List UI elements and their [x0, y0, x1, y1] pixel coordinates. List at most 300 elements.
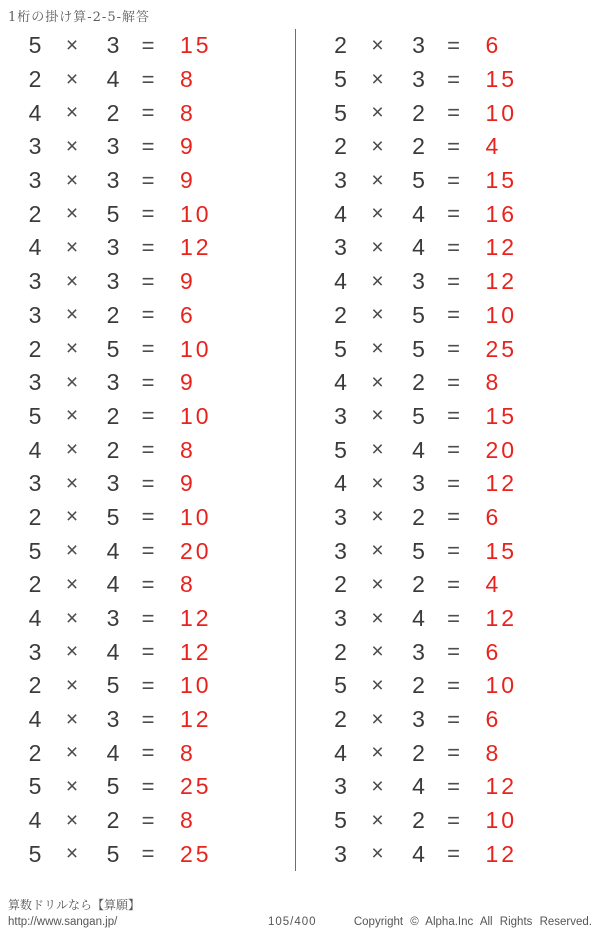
problem-row: [330, 602, 600, 636]
answer-value: 25: [485, 335, 518, 362]
operand-a: 4: [28, 234, 42, 261]
operand-a: 5: [334, 99, 347, 126]
operand-b: 2: [106, 301, 120, 328]
times-sign: ×: [371, 404, 384, 428]
operand-a: 3: [334, 234, 347, 261]
times-sign: ×: [65, 471, 79, 495]
times-sign: ×: [371, 673, 384, 697]
answer-value: 10: [180, 503, 212, 530]
times-sign: ×: [371, 505, 384, 529]
problem-row: [330, 332, 600, 366]
operand-b: 2: [106, 807, 120, 834]
problem-row: [330, 197, 600, 231]
problem-row: [24, 299, 295, 333]
operand-a: 3: [334, 537, 347, 564]
equals-sign: =: [141, 571, 155, 597]
operand-a: 4: [334, 739, 347, 766]
answer-value: 4: [485, 133, 502, 160]
operand-b: 2: [106, 436, 120, 463]
operand-a: 2: [334, 133, 347, 160]
operand-a: 2: [334, 301, 347, 328]
operand-b: 5: [412, 335, 425, 362]
operand-a: 2: [334, 32, 347, 59]
operand-a: 4: [334, 369, 347, 396]
times-sign: ×: [65, 404, 79, 428]
times-sign: ×: [371, 640, 384, 664]
answer-value: 15: [180, 32, 212, 59]
times-sign: ×: [371, 303, 384, 327]
operand-b: 4: [106, 739, 120, 766]
answer-value: 8: [180, 66, 196, 93]
answer-value: 9: [180, 470, 196, 497]
answer-value: 9: [180, 268, 196, 295]
operand-a: 3: [28, 167, 42, 194]
operand-a: 2: [334, 638, 347, 665]
problem-row: [330, 568, 600, 602]
operand-a: 2: [28, 200, 42, 227]
answer-value: 8: [485, 739, 502, 766]
equals-sign: =: [141, 706, 155, 732]
times-sign: ×: [371, 101, 384, 125]
answer-value: 12: [180, 706, 212, 733]
problem-row: [330, 299, 600, 333]
answer-value: 15: [485, 66, 518, 93]
operand-b: 3: [412, 470, 425, 497]
times-sign: ×: [65, 438, 79, 462]
equals-sign: =: [447, 437, 460, 463]
answer-value: 12: [180, 605, 212, 632]
equals-sign: =: [141, 672, 155, 698]
times-sign: ×: [65, 269, 79, 293]
operand-b: 3: [106, 133, 120, 160]
operand-b: 5: [412, 301, 425, 328]
problem-row: [330, 703, 600, 737]
answer-value: 12: [485, 605, 518, 632]
times-sign: ×: [371, 606, 384, 630]
times-sign: ×: [371, 235, 384, 259]
times-sign: ×: [65, 33, 79, 57]
equals-sign: =: [447, 740, 460, 766]
equals-sign: =: [447, 167, 460, 193]
operand-b: 4: [412, 605, 425, 632]
problem-row: [330, 265, 600, 299]
problem-row: [330, 433, 600, 467]
problem-row: [24, 231, 295, 265]
operand-b: 5: [412, 402, 425, 429]
operand-b: 2: [106, 402, 120, 429]
answer-value: 10: [485, 672, 518, 699]
answer-value: 10: [180, 672, 212, 699]
answer-value: 6: [485, 32, 502, 59]
problem-row: [24, 433, 295, 467]
problem-row: [330, 130, 600, 164]
copyright-text: Copyright © Alpha.Inc All Rights Reserved.: [353, 916, 592, 928]
equals-sign: =: [141, 100, 155, 126]
equals-sign: =: [447, 470, 460, 496]
problem-row: [330, 669, 600, 703]
operand-a: 4: [28, 436, 42, 463]
operand-a: 5: [334, 807, 347, 834]
problem-row: [24, 96, 295, 130]
answer-value: 10: [180, 402, 212, 429]
operand-b: 2: [106, 99, 120, 126]
equals-sign: =: [141, 807, 155, 833]
operand-b: 3: [106, 268, 120, 295]
answer-value: 9: [180, 167, 196, 194]
operand-a: 2: [28, 66, 42, 93]
footer-site-name: 算数ドリルなら【算願】: [8, 898, 141, 912]
answer-value: 4: [485, 571, 502, 598]
operand-a: 2: [334, 706, 347, 733]
operand-b: 4: [412, 200, 425, 227]
answer-value: 8: [180, 571, 196, 598]
operand-b: 3: [106, 234, 120, 261]
equals-sign: =: [141, 336, 155, 362]
times-sign: ×: [65, 808, 79, 832]
times-sign: ×: [65, 640, 79, 664]
operand-b: 3: [412, 268, 425, 295]
operand-a: 5: [334, 672, 347, 699]
equals-sign: =: [447, 32, 460, 58]
equals-sign: =: [141, 773, 155, 799]
problem-row: [330, 534, 600, 568]
equals-sign: =: [141, 234, 155, 260]
answer-value: 10: [180, 200, 212, 227]
equals-sign: =: [447, 706, 460, 732]
operand-a: 4: [334, 470, 347, 497]
problem-row: [24, 164, 295, 198]
operand-b: 2: [412, 503, 425, 530]
operand-a: 5: [28, 773, 42, 800]
answer-value: 25: [180, 840, 212, 867]
operand-a: 3: [28, 470, 42, 497]
operand-b: 2: [412, 672, 425, 699]
equals-sign: =: [447, 302, 460, 328]
problem-row: [24, 838, 295, 872]
answer-value: 12: [485, 234, 518, 261]
problem-row: [330, 736, 600, 770]
answer-value: 9: [180, 133, 196, 160]
problem-row: [24, 400, 295, 434]
equals-sign: =: [447, 807, 460, 833]
operand-b: 3: [106, 706, 120, 733]
operand-b: 5: [412, 537, 425, 564]
operand-b: 5: [106, 200, 120, 227]
operand-b: 5: [106, 335, 120, 362]
problem-row: [330, 63, 600, 97]
operand-a: 3: [28, 369, 42, 396]
times-sign: ×: [65, 202, 79, 226]
operand-b: 5: [106, 840, 120, 867]
operand-a: 5: [28, 840, 42, 867]
problem-row: [24, 29, 295, 63]
times-sign: ×: [65, 707, 79, 731]
problem-row: [24, 501, 295, 535]
operand-b: 4: [412, 840, 425, 867]
times-sign: ×: [371, 471, 384, 495]
equals-sign: =: [141, 369, 155, 395]
equals-sign: =: [141, 504, 155, 530]
operand-b: 3: [412, 706, 425, 733]
problem-row: [330, 366, 600, 400]
times-sign: ×: [65, 370, 79, 394]
answer-value: 8: [485, 369, 502, 396]
operand-a: 4: [28, 99, 42, 126]
problem-row: [24, 669, 295, 703]
operand-b: 3: [412, 66, 425, 93]
operand-b: 2: [412, 133, 425, 160]
problem-row: [24, 63, 295, 97]
operand-a: 5: [28, 537, 42, 564]
equals-sign: =: [447, 234, 460, 260]
equals-sign: =: [141, 841, 155, 867]
operand-a: 5: [334, 66, 347, 93]
times-sign: ×: [371, 572, 384, 596]
operand-b: 4: [106, 638, 120, 665]
problem-row: [24, 366, 295, 400]
answer-value: 12: [180, 234, 212, 261]
answer-value: 25: [180, 773, 212, 800]
operand-b: 4: [106, 537, 120, 564]
footer-url: http://www.sangan.jp/: [8, 916, 118, 928]
operand-b: 3: [412, 638, 425, 665]
problems-column-right: [296, 29, 600, 871]
operand-b: 5: [412, 167, 425, 194]
equals-sign: =: [447, 403, 460, 429]
operand-a: 2: [28, 335, 42, 362]
answer-value: 20: [485, 436, 518, 463]
times-sign: ×: [371, 539, 384, 563]
equals-sign: =: [447, 538, 460, 564]
operand-a: 3: [28, 301, 42, 328]
equals-sign: =: [447, 639, 460, 665]
times-sign: ×: [65, 168, 79, 192]
times-sign: ×: [65, 337, 79, 361]
problem-row: [330, 838, 600, 872]
times-sign: ×: [371, 741, 384, 765]
equals-sign: =: [141, 32, 155, 58]
problem-row: [24, 197, 295, 231]
equals-sign: =: [447, 268, 460, 294]
times-sign: ×: [65, 235, 79, 259]
equals-sign: =: [141, 740, 155, 766]
times-sign: ×: [371, 33, 384, 57]
operand-a: 5: [334, 335, 347, 362]
answer-value: 12: [180, 638, 212, 665]
answer-value: 6: [485, 638, 502, 665]
times-sign: ×: [371, 370, 384, 394]
operand-a: 2: [28, 571, 42, 598]
problem-row: [330, 635, 600, 669]
problem-row: [330, 467, 600, 501]
operand-b: 2: [412, 369, 425, 396]
operand-b: 3: [106, 470, 120, 497]
operand-a: 4: [28, 605, 42, 632]
operand-b: 5: [106, 773, 120, 800]
operand-b: 2: [412, 99, 425, 126]
answer-value: 8: [180, 436, 196, 463]
page-indicator: 105/400: [268, 916, 317, 928]
operand-a: 4: [334, 268, 347, 295]
equals-sign: =: [447, 605, 460, 631]
times-sign: ×: [65, 303, 79, 327]
answer-value: 15: [485, 537, 518, 564]
times-sign: ×: [65, 842, 79, 866]
operand-b: 4: [412, 773, 425, 800]
operand-b: 2: [412, 739, 425, 766]
times-sign: ×: [371, 134, 384, 158]
equals-sign: =: [447, 201, 460, 227]
operand-a: 3: [28, 638, 42, 665]
times-sign: ×: [65, 539, 79, 563]
operand-b: 4: [412, 234, 425, 261]
times-sign: ×: [65, 101, 79, 125]
operand-a: 5: [28, 402, 42, 429]
answer-value: 12: [485, 268, 518, 295]
equals-sign: =: [141, 66, 155, 92]
problems-column-left: [0, 29, 295, 871]
answer-value: 6: [485, 706, 502, 733]
problem-row: [24, 332, 295, 366]
operand-b: 4: [106, 571, 120, 598]
problem-row: [24, 804, 295, 838]
operand-b: 3: [412, 32, 425, 59]
problem-row: [24, 467, 295, 501]
operand-a: 3: [334, 773, 347, 800]
operand-a: 4: [28, 706, 42, 733]
answer-value: 10: [485, 99, 518, 126]
operand-a: 5: [28, 32, 42, 59]
answer-value: 9: [180, 369, 196, 396]
equals-sign: =: [447, 336, 460, 362]
operand-b: 5: [106, 672, 120, 699]
answer-value: 8: [180, 99, 196, 126]
problems-area: [0, 29, 600, 871]
problem-row: [24, 703, 295, 737]
times-sign: ×: [65, 505, 79, 529]
problem-row: [24, 130, 295, 164]
equals-sign: =: [141, 302, 155, 328]
operand-a: 2: [334, 571, 347, 598]
equals-sign: =: [447, 504, 460, 530]
equals-sign: =: [447, 369, 460, 395]
answer-value: 6: [485, 503, 502, 530]
operand-a: 3: [334, 402, 347, 429]
answer-value: 12: [485, 840, 518, 867]
problem-row: [24, 770, 295, 804]
operand-b: 3: [106, 369, 120, 396]
times-sign: ×: [371, 438, 384, 462]
operand-a: 3: [28, 133, 42, 160]
operand-a: 2: [28, 672, 42, 699]
equals-sign: =: [141, 268, 155, 294]
problem-row: [24, 534, 295, 568]
times-sign: ×: [371, 168, 384, 192]
operand-b: 5: [106, 503, 120, 530]
operand-a: 2: [28, 739, 42, 766]
operand-b: 4: [412, 436, 425, 463]
problem-row: [24, 602, 295, 636]
problem-row: [330, 770, 600, 804]
times-sign: ×: [65, 134, 79, 158]
page-footer: [0, 895, 600, 933]
equals-sign: =: [141, 403, 155, 429]
equals-sign: =: [447, 773, 460, 799]
answer-value: 12: [485, 773, 518, 800]
operand-a: 4: [334, 200, 347, 227]
problem-row: [330, 231, 600, 265]
page-title: 1桁の掛け算-2-5-解答: [8, 10, 150, 25]
problem-row: [330, 804, 600, 838]
times-sign: ×: [65, 572, 79, 596]
answer-value: 20: [180, 537, 212, 564]
operand-b: 2: [412, 807, 425, 834]
answer-value: 10: [485, 301, 518, 328]
equals-sign: =: [141, 437, 155, 463]
answer-value: 6: [180, 301, 196, 328]
equals-sign: =: [141, 133, 155, 159]
operand-a: 3: [334, 840, 347, 867]
problem-row: [330, 164, 600, 198]
answer-value: 15: [485, 167, 518, 194]
answer-value: 10: [485, 807, 518, 834]
answer-value: 16: [485, 200, 518, 227]
equals-sign: =: [141, 605, 155, 631]
operand-a: 3: [334, 167, 347, 194]
times-sign: ×: [65, 673, 79, 697]
problem-row: [24, 736, 295, 770]
equals-sign: =: [141, 167, 155, 193]
equals-sign: =: [447, 133, 460, 159]
operand-b: 3: [106, 605, 120, 632]
equals-sign: =: [141, 201, 155, 227]
times-sign: ×: [371, 707, 384, 731]
problem-row: [330, 96, 600, 130]
operand-b: 2: [412, 571, 425, 598]
equals-sign: =: [447, 66, 460, 92]
equals-sign: =: [141, 639, 155, 665]
problem-row: [330, 29, 600, 63]
operand-a: 5: [334, 436, 347, 463]
operand-a: 3: [28, 268, 42, 295]
equals-sign: =: [447, 571, 460, 597]
answer-value: 12: [485, 470, 518, 497]
times-sign: ×: [371, 67, 384, 91]
problem-row: [24, 635, 295, 669]
operand-a: 3: [334, 605, 347, 632]
operand-a: 3: [334, 503, 347, 530]
times-sign: ×: [65, 774, 79, 798]
equals-sign: =: [447, 100, 460, 126]
answer-value: 15: [485, 402, 518, 429]
operand-b: 3: [106, 167, 120, 194]
operand-b: 3: [106, 32, 120, 59]
equals-sign: =: [141, 470, 155, 496]
times-sign: ×: [65, 741, 79, 765]
equals-sign: =: [141, 538, 155, 564]
operand-a: 4: [28, 807, 42, 834]
operand-b: 4: [106, 66, 120, 93]
times-sign: ×: [371, 842, 384, 866]
times-sign: ×: [65, 606, 79, 630]
equals-sign: =: [447, 672, 460, 698]
operand-a: 2: [28, 503, 42, 530]
times-sign: ×: [371, 269, 384, 293]
problem-row: [24, 265, 295, 299]
problem-row: [24, 568, 295, 602]
answer-value: 8: [180, 739, 196, 766]
times-sign: ×: [371, 337, 384, 361]
